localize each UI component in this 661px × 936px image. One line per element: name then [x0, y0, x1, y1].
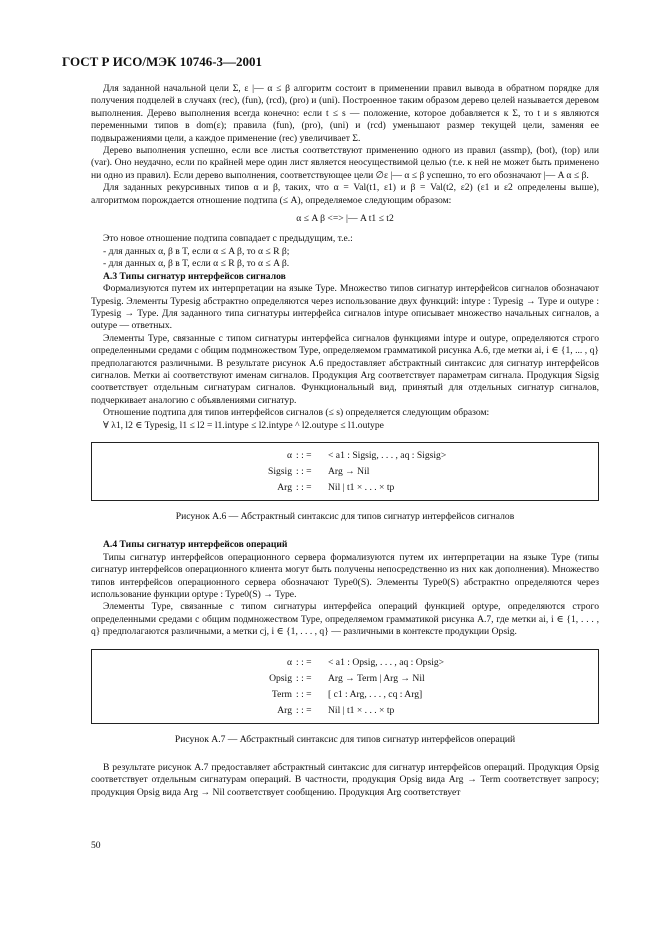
rule-lhs: Opsig	[269, 672, 292, 684]
rule-rhs: Arg → Term | Arg → Nil	[328, 672, 425, 684]
formula-signal-subtype: ∀ λ1, l2 ∈ Typesig, l1 ≤ l2 = l1.intype ≤ l2.intype ^ l2.outype ≤ l1.outype	[103, 419, 384, 431]
rule-rhs: < a1 : Opsig, . . . , aq : Opsig>	[328, 656, 445, 668]
paragraph: Формализуются путем их интерпретации на языке Type. Множество типов сигнатур интерфейсов сигналов обозначают Typesig. Элементы Typesig абстрактно определяются через использование двух функций: intype : Typesig → Type и outype : Typesig → Type. Для заданного типа сигнатуры интерфейса сигналов intype описывает множество начальных сигналов, а outype — ответных.	[91, 283, 599, 332]
rule-rhs: Arg → Nil	[328, 465, 370, 477]
paragraph: Для заданной начальной цели Σ, ε |— α ≤ β алгоритм состоит в применении правил вывода в обратном порядке для получения подцелей в случаях (rec), (fun), (rcd), (pro) и (uni). Построенное таким образом дерево целей называется деревом выполнения. Дерево выполнения всегда конечно: если t ≤ s — положение, которое добавляется к Σ, то t и s являются переменными типов в dom(ε); правила (fun), (pro), (uni) и (rcd) уменьшают размер текущей цели, заменяя ее подвыражениями цели, а каждое применение (rec) увеличивает Σ.	[91, 83, 599, 144]
rule-rhs: [ c1 : Arg, . . . , cq : Arg]	[328, 688, 423, 700]
paragraph: Дерево выполнения успешно, если все листья соответствуют применению одного из правил (assmp), (bot), (top) или (var). Оно неудачно, если по крайней мере один лист является неосуществимой целью (т.е. к ней не может быть применено ни одно из правил). Если дерево выполнения, соответствующее цели ∅ε |— α ≤ β успешно, то его обозначают |— A α ≤ β.	[91, 145, 599, 181]
rule-operator: : : =	[296, 481, 312, 493]
section-heading-a4: А.4 Типы сигнатур интерфейсов операций	[103, 539, 288, 551]
paragraph: Элементы Type, связанные с типом сигнатуры интерфейса сигналов функциями intype и outype, определяются строго определенными средами с общим подмножеством Type, определяемом грамматикой рисунка А.6, где метки ai, i ∈ {1, ... , q} предполагаются различными. В результате рисунок А.6 предоставляет абстрактный синтаксис для сигнатур интерфейсов сигналов. Метки ai соответствуют именам сигналов. Продукция Arg соответствует параметрам сигнала. Продукция Sigsig соответствует отдельным сигнатурам сигналов. Функциональный вид, принятый для отдельных сигнатур сигналов, подчеркивает аналогию с объявлениями сигнатур.	[91, 332, 599, 406]
page-header: ГОСТ Р ИСО/МЭК 10746-3—2001	[62, 54, 263, 69]
paragraph: Элементы Type, связанные с типом сигнатуры интерфейса операций функцией optype, определяются строго определенными средами с общим подмножеством Type, определяемом грамматикой рисунка А.7, где метки ai, i ∈ {1, . . . , q} предполагаются различными, а метки cj, i ∈ {1, . . . , q} — различными в контексте продукции Opsig.	[91, 601, 599, 638]
grammar-rule	[92, 464, 598, 480]
rule-operator: : : =	[296, 704, 312, 716]
grammar-rule	[92, 655, 598, 671]
figure-a7-grammar-box	[91, 649, 599, 724]
grammar-rule	[92, 448, 598, 464]
rule-lhs: Arg	[277, 704, 292, 716]
figure-a7-caption: Рисунок А.7 — Абстрактный синтаксис для типов сигнатур интерфейсов операций	[174, 733, 516, 745]
grammar-rule	[92, 687, 598, 703]
rule-lhs: Term	[271, 688, 292, 700]
grammar-rule	[92, 671, 598, 687]
rule-operator: : : =	[296, 449, 312, 461]
paragraph: В результате рисунок А.7 предоставляет абстрактный синтаксис для сигнатур интерфейсов операций. Продукция Opsig соответствует отдельным сигнатурам операций. В частности, продукция Opsig вида Arg → Term соответствует запросу; продукция Opsig вида Arg → Nil соответствует сообщению. Продукция Arg соответствует	[91, 762, 599, 798]
section-heading-a3: А.3 Типы сигнатур интерфейсов сигналов	[103, 270, 286, 282]
rule-lhs: Sigsig	[268, 465, 292, 477]
list-item: - для данных α, β в T, если α ≤ R β, то α ≤ A β.	[103, 258, 290, 270]
rule-operator: : : =	[296, 672, 312, 684]
page-number: 50	[91, 840, 101, 851]
rule-lhs: α	[286, 449, 292, 461]
paragraph: Типы сигнатур интерфейсов операционного сервера формализуются путем их интерпретации на языке Type (типы сигнатур интерфейсов операционного клиента могут быть получены непосредственно из них как дополнения). Множество типов интерфейсов операционного сервера обозначают Type0(S). Элементы Type0(S) абстрактно определяются через использование функции optype : Type0(S) → Type.	[91, 551, 599, 600]
rule-operator: : : =	[296, 688, 312, 700]
rule-lhs: α	[286, 656, 292, 668]
rule-lhs: Arg	[277, 481, 292, 493]
figure-a6-grammar-box	[91, 442, 599, 501]
rule-rhs: < a1 : Sigsig, . . . , aq : Sigsig>	[328, 449, 447, 461]
grammar-rule	[92, 480, 598, 496]
paragraph: Для заданных рекурсивных типов α и β, таких, что α = Val(t1, ε1) и β = Val(t2, ε2) (ε1 и ε2 определены выше), алгоритмом порождается отношение подтипа (≤ A), определяемое следующим образом:	[91, 182, 599, 206]
paragraph: Это новое отношение подтипа совпадает с предыдущим, т.е.:	[103, 233, 353, 245]
list-item: - для данных α, β в T, если α ≤ A β, то α ≤ R β;	[103, 245, 290, 257]
grammar-rule	[92, 703, 598, 719]
paragraph: Отношение подтипа для типов интерфейсов сигналов (≤ s) определяется следующим образом:	[103, 407, 490, 419]
rule-rhs: Nil | t1 × . . . × tp	[328, 481, 395, 493]
page-body	[91, 83, 599, 799]
rule-operator: : : =	[296, 656, 312, 668]
rule-rhs: Nil | t1 × . . . × tp	[328, 704, 395, 716]
rule-operator: : : =	[296, 465, 312, 477]
formula-subtype-algorithm: α ≤ A β <=> |— A t1 ≤ t2	[296, 213, 394, 225]
figure-a6-caption: Рисунок А.6 — Абстрактный синтаксис для типов сигнатур интерфейсов сигналов	[175, 510, 515, 522]
